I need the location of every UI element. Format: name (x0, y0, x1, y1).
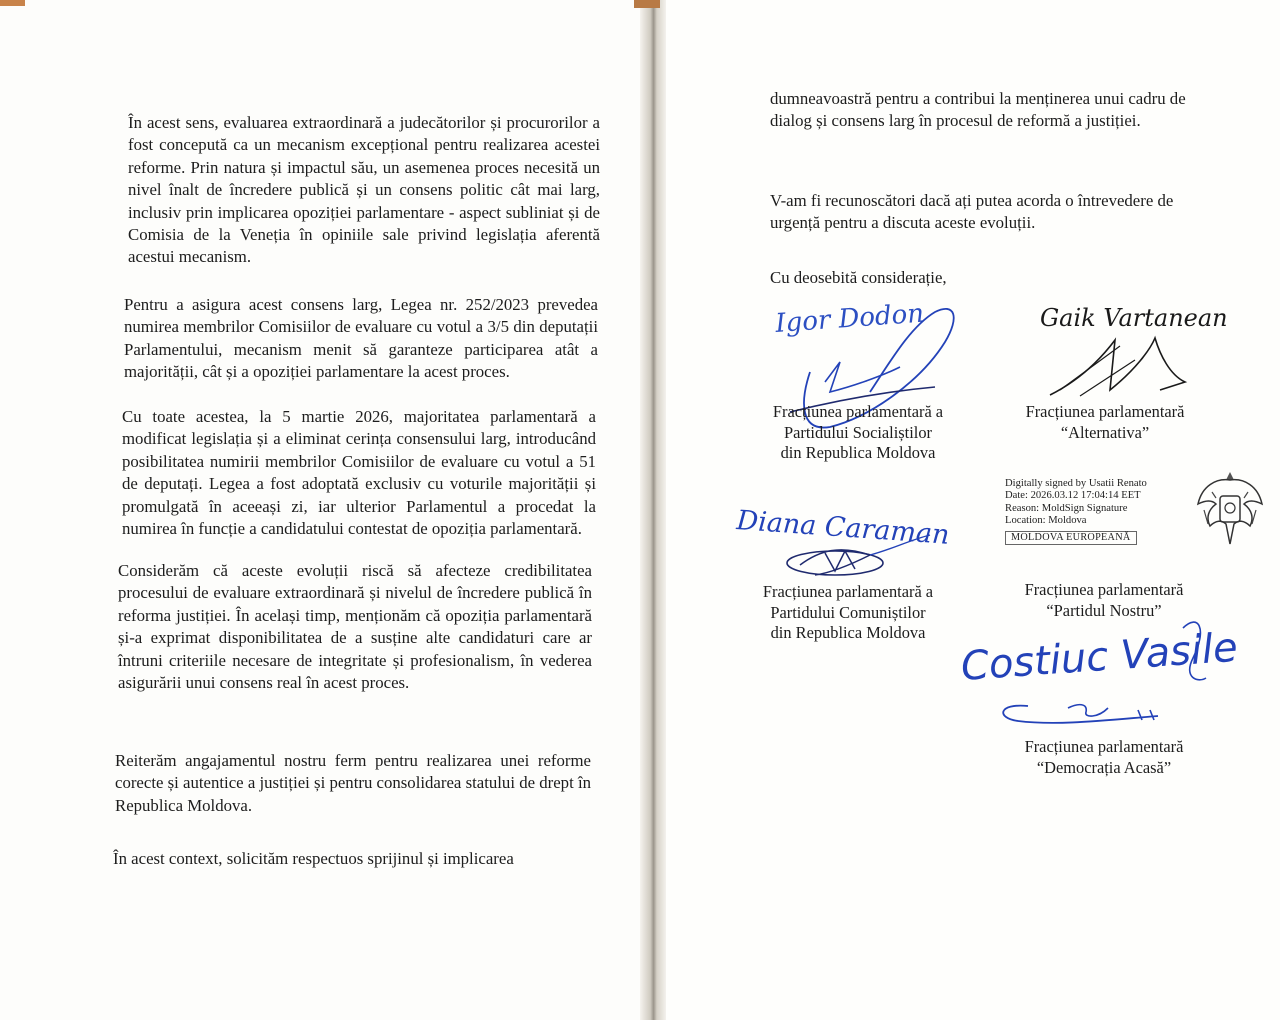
edge-shadow (0, 0, 25, 6)
paragraph-continuation: dumneavoastră pentru a contribui la menținerea unui cadru de dialog și consens larg în procesul de reformă a justiției. (770, 89, 1186, 131)
handwritten-name: Diana Caraman (735, 505, 951, 551)
signatory-communists (748, 582, 948, 644)
signature-gaik-vartanean (1040, 290, 1228, 410)
signatory-democratia-acasa (1004, 737, 1204, 778)
signatory-alternativa (1005, 402, 1205, 443)
edge-shadow (634, 0, 660, 8)
paragraph-law-252: Pentru a asigura acest consens larg, Legea nr. 252/2023 prevedea numirea membrilor Comisiilor de evaluare cu votul a 3/5 din deputații Parlamentului, mecanism menit să garanteze participarea atât a majorității, cât și a opoziției parlamentare la acest proces. (124, 295, 598, 382)
paragraph-march-5: Cu toate acestea, la 5 martie 2026, majoritatea parlamentară a modificat legislația și a eliminat cerința consensului larg, introducând posibilitatea numirii membrilor Comisiilor de evaluare cu votul a 51 de deputați. Legea a fost adoptată exclusiv cu voturile majorității și promulgată în aceeași zi, iar ulterior Parlamentul a procedat la numirea în funcție a candidatului contestat de opoziția parlamentară. (122, 407, 596, 539)
paragraph-meeting-request: V-am fi recunoscători dacă ați putea acorda o întrevedere de urgență pentru a discuta aceste evoluții. (770, 191, 1174, 233)
signature-costiuc-vasile (958, 608, 1240, 738)
moldova-coat-of-arms-icon (1196, 466, 1264, 555)
signature-diana-caraman (730, 495, 970, 585)
signatory-socialists (758, 402, 958, 464)
fraction-label: Fracțiunea parlamentară a (772, 402, 944, 421)
party-name-line1: “Partidul Nostru” (1046, 600, 1162, 620)
party-name-line1: Partidului Comuniștilor (770, 602, 926, 622)
party-name-line2: din Republica Moldova (780, 443, 936, 462)
paragraph-credibility: Considerăm că aceste evoluții riscă să afecteze credibilitatea procesului de evaluare extraordinară și nivelul de încredere publică în reforma justiției. În același timp, menționăm că opoziția parlamentară și-a exprimat disponibilitatea de a susține alte candidaturi care ar întruni criteriile necesare de integritate și profesionalism, în vederea asigurării unui consens real în acest proces. (118, 561, 592, 693)
paragraph-commitment: Reiterăm angajamentul nostru ferm pentru realizarea unei reforme corecte și autentice a justiției și pentru consolidarea statului de drept în Republica Moldova. (115, 751, 591, 815)
digital-location: Location: Moldova (1005, 515, 1087, 527)
handwritten-name: Costiuc Vasile (959, 624, 1240, 690)
fraction-label: Fracțiunea parlamentară a (762, 582, 934, 601)
paragraph-evaluation: În acest sens, evaluarea extraordinară a judecătorilor și procurorilor a fost concepută ca un mecanism excepțional pentru realizarea acestei reforme. Prin natura și impactul său, un asemenea proces necesită un nivel înalt de încredere publică și un consens politic cât mai larg, inclusiv prin implicarea opoziției parlamentare - aspect subliniat și de Comisia de la Veneția în opiniile sale privind legislația aferentă acestui mecanism. (128, 113, 600, 267)
party-name-line2: din Republica Moldova (770, 623, 926, 642)
digital-signature-block (1005, 478, 1147, 545)
paragraph-request-support: În acest context, solicităm respectuos sprijinul și implicarea (113, 849, 514, 868)
party-name-line1: Partidului Socialiștilor (784, 422, 932, 442)
closing-salutation: Cu deosebită considerație, (770, 268, 947, 287)
fraction-label: Fracțiunea parlamentară (1024, 737, 1184, 756)
digital-date: Date: 2026.03.12 17:04:14 EET (1005, 490, 1141, 502)
handwritten-name: Igor Dodon (774, 298, 925, 339)
book-spine (640, 0, 666, 1020)
fraction-label: Fracțiunea parlamentară (1025, 402, 1185, 421)
digital-signer: Digitally signed by Usatii Renato (1005, 478, 1147, 489)
fraction-label: Fracțiunea parlamentară (1024, 580, 1184, 599)
party-name-line1: “Alternativa” (1060, 422, 1150, 442)
digital-reason: Reason: MoldSign Signature (1005, 502, 1128, 514)
handwritten-name: Gaik Vartanean (1040, 304, 1228, 332)
party-name-line1: “Democrația Acasă” (1036, 757, 1172, 777)
party-stamp: MOLDOVA EUROPEANĂ (1005, 531, 1137, 545)
